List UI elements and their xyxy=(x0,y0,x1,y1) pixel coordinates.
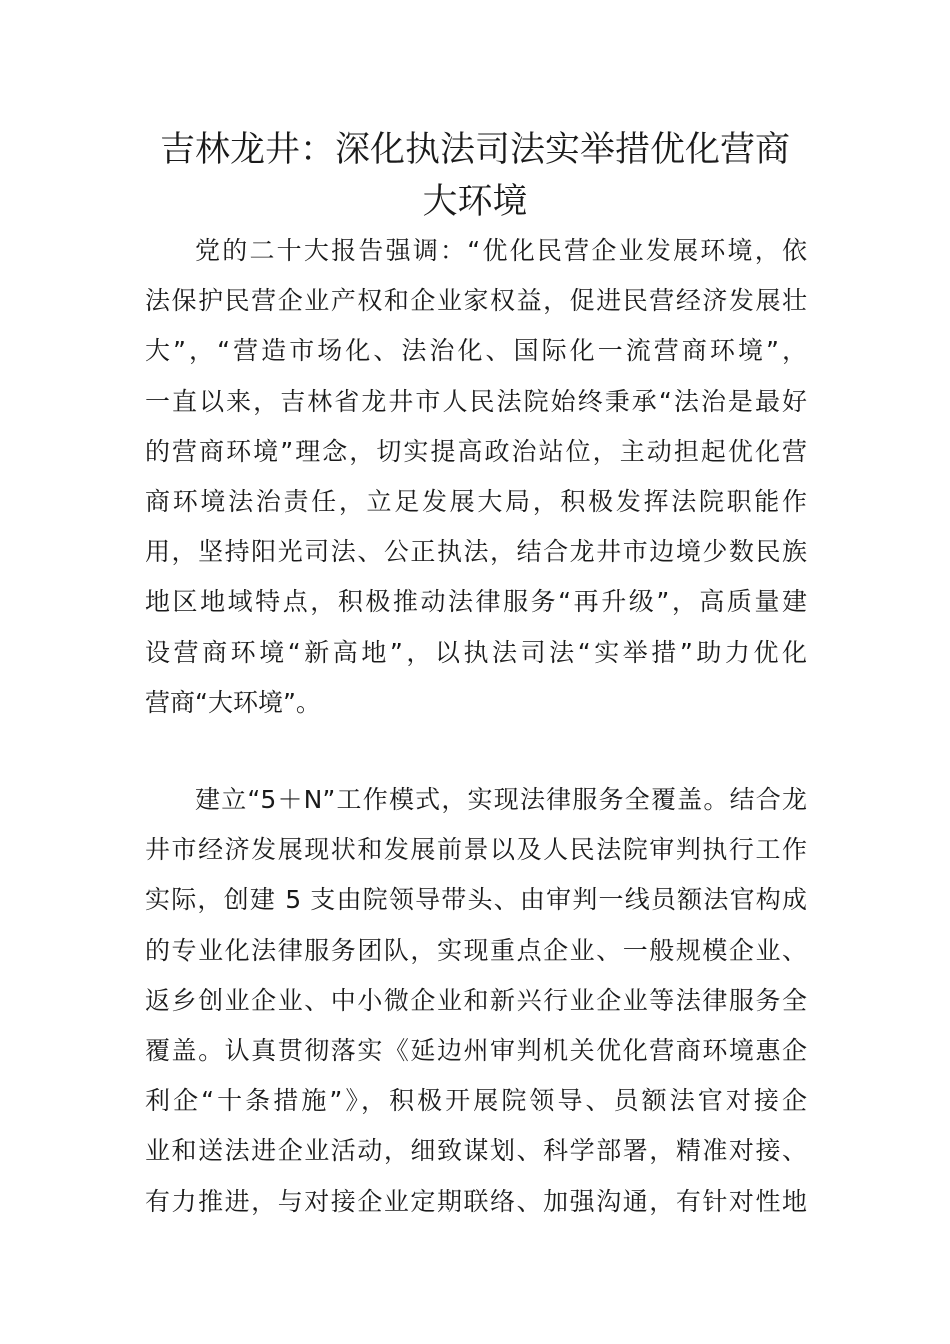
paragraph-line: 有力推进，与对接企业定期联络、加强沟通，有针对性地 xyxy=(145,1186,807,1216)
paragraph-line: 设营商环境“新高地”，以执法司法“实举措”助力优化 xyxy=(145,637,807,667)
document-title xyxy=(140,124,810,228)
paragraph-line: 的营商环境”理念，切实提高政治站位，主动担起优化营 xyxy=(145,436,807,466)
paragraph-line: 一直以来，吉林省龙井市人民法院始终秉承“法治是最好 xyxy=(145,386,807,416)
body-paragraph xyxy=(145,226,807,728)
paragraph-line: 实际，创建 5 支由院领导带头、由审判一线员额法官构成 xyxy=(145,885,807,915)
paragraph-line: 利企“十条措施”》，积极开展院领导、员额法官对接企 xyxy=(145,1086,807,1116)
paragraph-line: 大”，“营造市场化、法治化、国际化一流营商环境”， xyxy=(145,336,807,366)
body-paragraph xyxy=(145,775,807,1227)
title-line: 大环境 xyxy=(422,182,528,222)
paragraph-line: 业和送法进企业活动，细致谋划、科学部署，精准对接、 xyxy=(145,1136,807,1166)
paragraph-line: 井市经济发展现状和发展前景以及人民法院审判执行工作 xyxy=(145,835,807,865)
paragraph-line: 营商“大环境”。 xyxy=(145,687,321,717)
paragraph-line: 地区地域特点，积极推动法律服务“再升级”，高质量建 xyxy=(145,587,807,617)
paragraph-line: 的专业化法律服务团队，实现重点企业、一般规模企业、 xyxy=(145,935,807,965)
paragraph-line: 用，坚持阳光司法、公正执法，结合龙井市边境少数民族 xyxy=(145,537,807,567)
title-line: 吉林龙井：深化执法司法实举措优化营商 xyxy=(159,130,790,170)
paragraph-line: 党的二十大报告强调：“优化民营企业发展环境，依 xyxy=(195,236,807,265)
paragraph-line: 覆盖。认真贯彻落实《延边州审判机关优化营商环境惠企 xyxy=(145,1036,807,1066)
paragraph-line: 商环境法治责任，立足发展大局，积极发挥法院职能作 xyxy=(145,487,807,517)
paragraph-line: 返乡创业企业、中小微企业和新兴行业企业等法律服务全 xyxy=(145,985,807,1015)
paragraph-line: 建立“5＋N”工作模式，实现法律服务全覆盖。结合龙 xyxy=(195,785,807,814)
paragraph-line: 法保护民营企业产权和企业家权益，促进民营经济发展壮 xyxy=(145,286,807,316)
